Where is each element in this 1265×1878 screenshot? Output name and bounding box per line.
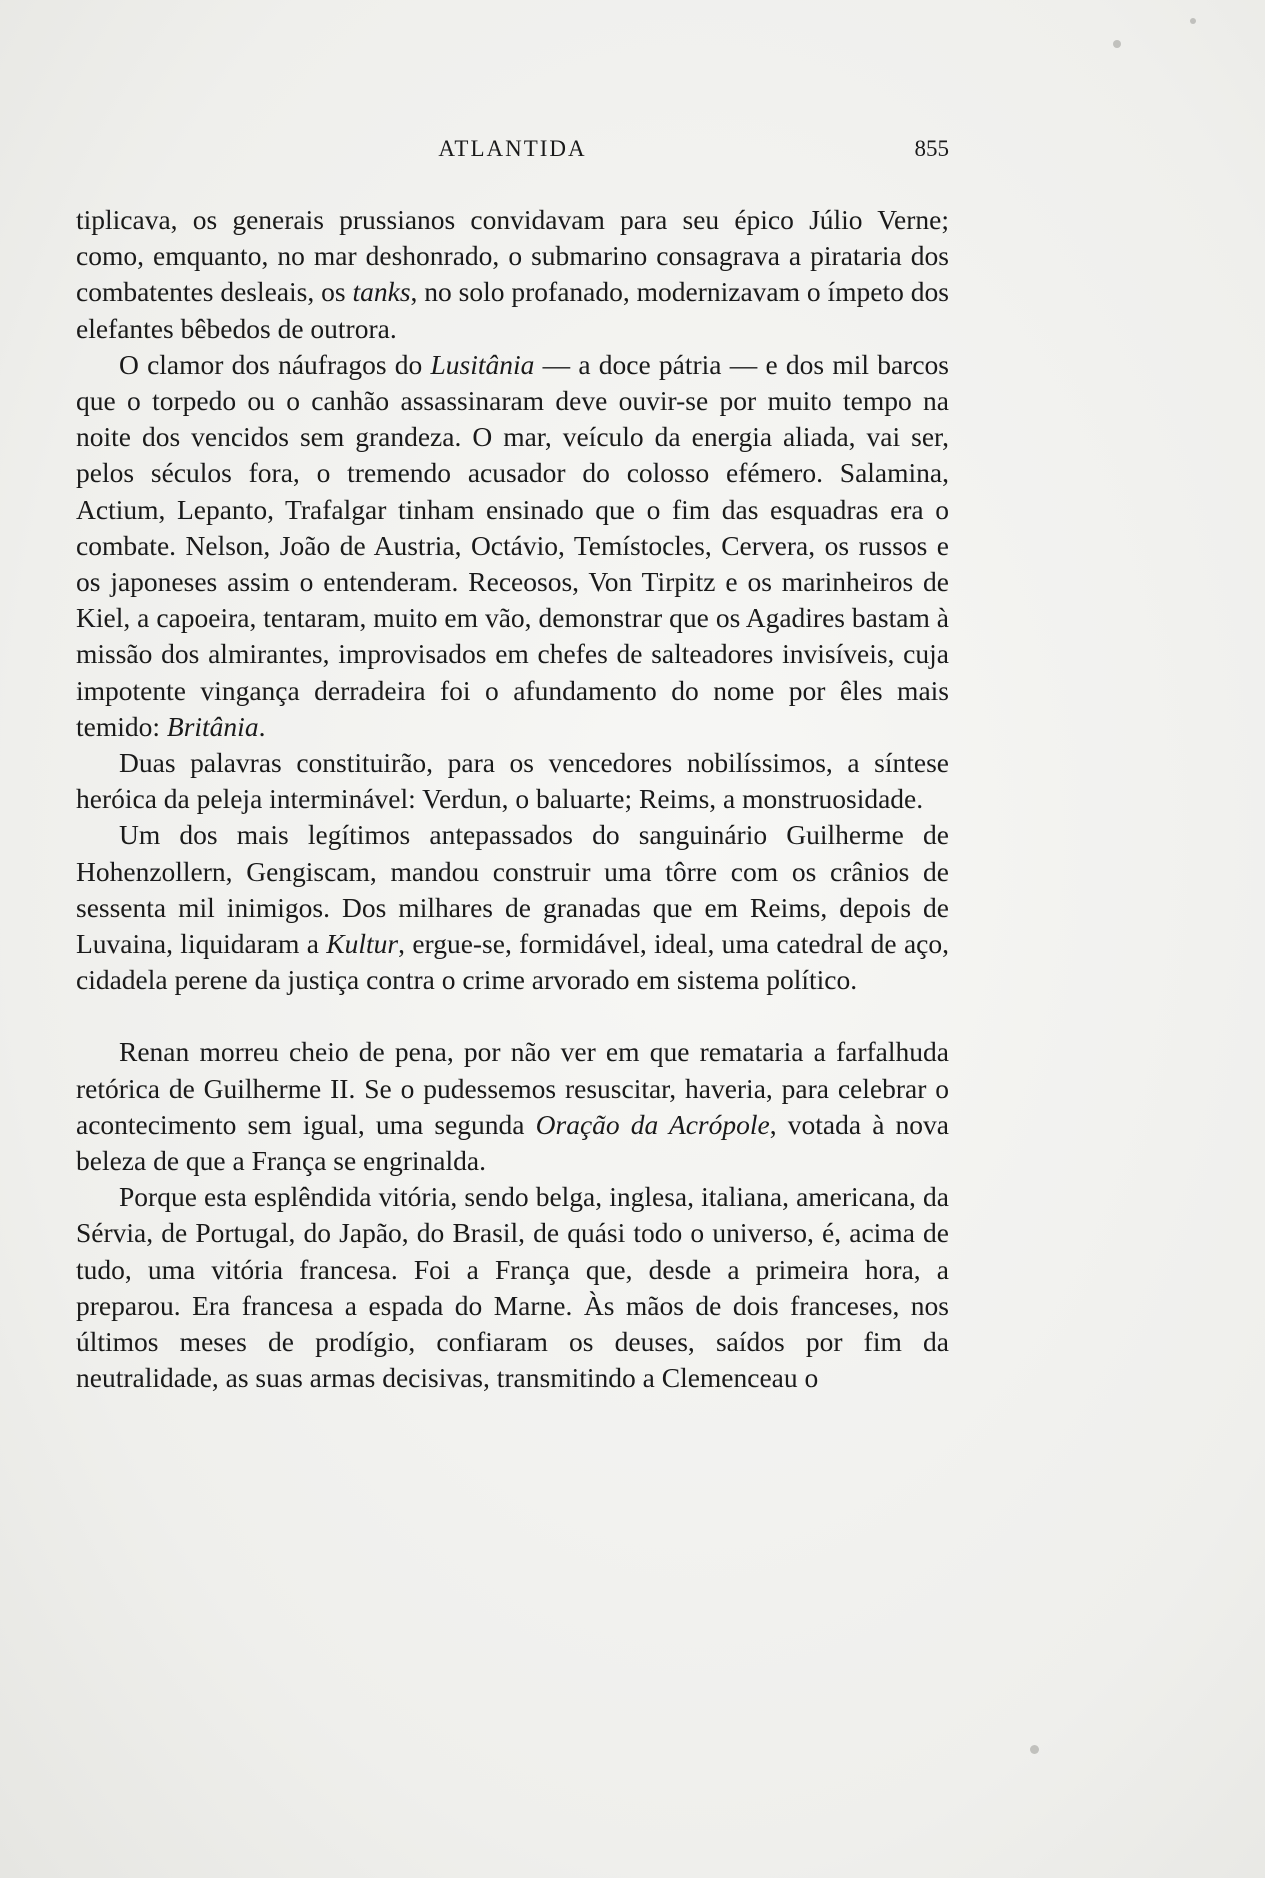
scan-speck — [1190, 18, 1196, 24]
scan-speck — [1030, 1745, 1039, 1754]
page-number: 855 — [914, 136, 949, 161]
text-run: Porque esta esplêndida vitória, sendo belga, inglesa, italiana, americana, da Sérvia, de Portugal, do Japão, do Brasil, de quási todo o universo, é, acima de tudo, uma vitória francesa. Foi a França que, desde a primeira hora, a preparou. Era francesa a espada do Marne. Às mãos de dois franceses, nos últimos meses de prodígio, confiaram os deuses, saídos por fim da neutralidade, as suas armas decisivas, transmitindo a Clemenceau o — [76, 1181, 949, 1394]
scan-speck — [1113, 40, 1121, 48]
italic-term: Britânia — [166, 710, 259, 742]
text-run: Renan morreu cheio de pena, por não ver em que remataria a farfalhuda retórica de Guilherme II. Se o pudessemos resuscitar, haveria, para celebrar o acontecimento sem igual, uma segunda — [76, 1036, 949, 1140]
paragraph-verdun-reims — [76, 745, 949, 817]
text-run: — a doce pátria — e dos mil barcos que o torpedo ou o canhão assassinaram deve ouvir-se por muito tempo na noite dos vencidos sem grandeza. O mar, veículo da energia aliada, vai ser, pelos séculos fora, o tremendo acusador do colosso efémero. Salamina, Actium, Lepanto, Trafalgar tinham ensinado que o fim das esquadras era o combate. Nelson, João de Austria, Octávio, Temístocles, Cervera, os russos e os japoneses assim o entenderam. Receosos, Von Tirpitz e os marinheiros de Kiel, a capoeira, tentaram, muito em vão, demonstrar que os Agadires bastam à missão dos almirantes, improvisados em chefes de salteadores invisíveis, cuja impotente vingança derradeira foi o afundamento do nome por êles mais temido: — [76, 348, 949, 742]
paragraph-lusitania — [76, 347, 949, 745]
text-run: tiplicava, os generais prussianos convidavam para seu épico Júlio Verne; como, emquanto, no mar deshonrado, o submarino consagrava a pirataria dos combatentes desleais, os — [76, 204, 949, 308]
italic-term: Oração da Acrópole — [535, 1108, 770, 1140]
text-run: , no solo profanado, modernizavam o ímpeto dos elefantes bêbedos de outrora. — [76, 276, 949, 344]
body-text — [76, 202, 949, 1397]
text-run: O clamor dos náufragos do — [119, 348, 431, 380]
text-run: Um dos mais legítimos antepassados do sanguinário Guilherme de Hohenzollern, Gengiscam, mandou construir uma tôrre com os crânios de sessenta mil inimigos. Dos milhares de granadas que em Reims, depois de Luvaina, liquidaram a — [76, 819, 949, 960]
running-header — [76, 136, 949, 170]
paragraph-vitoria-francesa — [76, 1179, 949, 1396]
paragraph-renan — [76, 1034, 949, 1179]
text-run: , ergue-se, formidável, ideal, uma catedral de aço, cidadela perene da justiça contra o crime arvorado em sistema político. — [76, 928, 949, 996]
text-run: Duas palavras constituirão, para os vencedores nobilíssimos, a síntese heróica da peleja interminável: Verdun, o baluarte; Reims, a monstruosidade. — [76, 747, 949, 815]
italic-term: Lusitânia — [430, 348, 535, 380]
paragraph-continuation — [76, 202, 949, 347]
running-title: ATLANTIDA — [438, 136, 587, 161]
text-run: , votada à nova beleza de que a França se engrinalda. — [76, 1108, 949, 1177]
italic-term: tanks — [352, 276, 411, 308]
italic-term: Kultur — [326, 928, 399, 960]
paragraph-gengiscam — [76, 817, 949, 998]
text-run: . — [258, 710, 266, 742]
